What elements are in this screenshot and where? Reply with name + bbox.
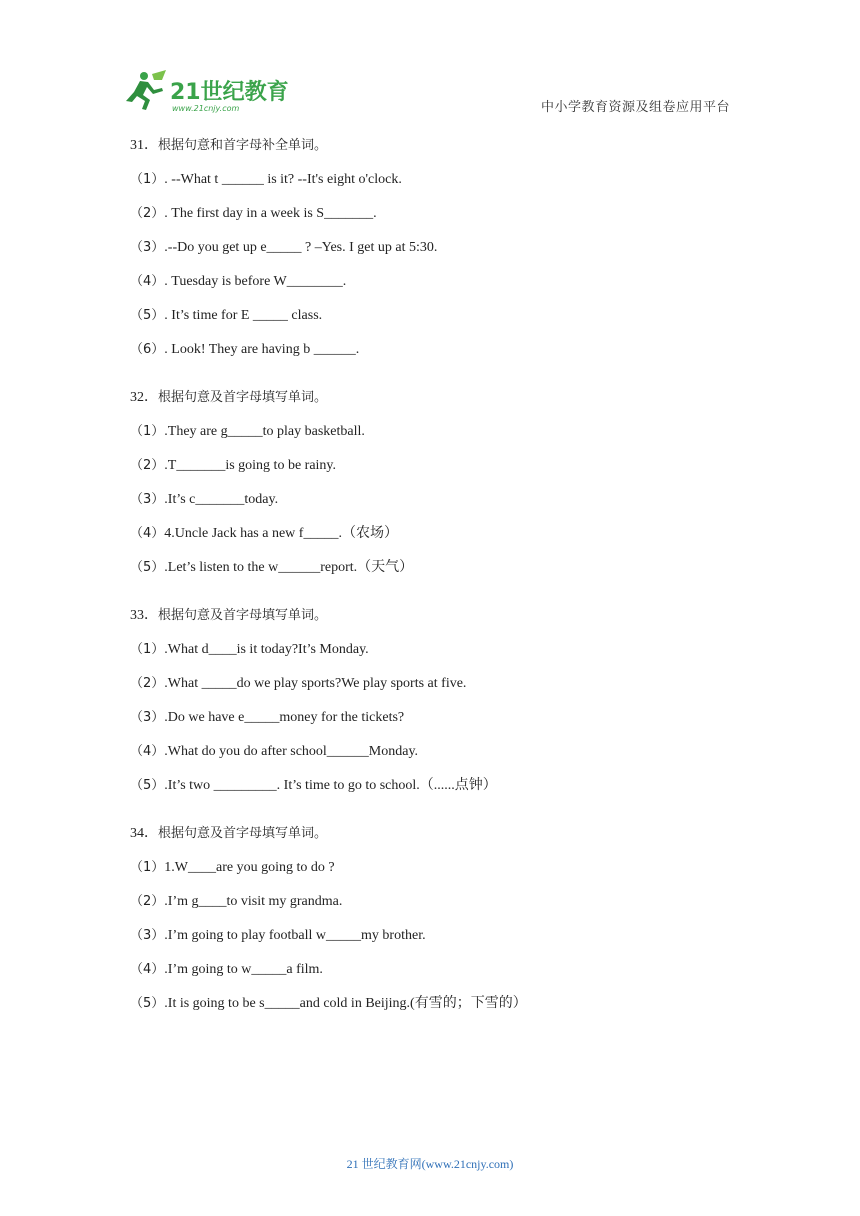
item-index: （2）	[130, 458, 165, 473]
item-text: . Tuesday is before W________.	[164, 274, 347, 289]
item-text: . --What t ______ is it? --It's eight o'clock.	[164, 172, 402, 187]
question-34	[130, 824, 750, 1014]
question-item	[130, 422, 750, 442]
question-number: 34．	[130, 826, 158, 841]
question-item	[130, 892, 750, 912]
item-index: （2）	[130, 894, 165, 909]
site-tagline: 中小学教育资源及组卷应用平台	[540, 100, 730, 115]
footer-link[interactable]: 21 世纪教育网(www.21cnjy.com)	[346, 1157, 514, 1171]
question-item	[130, 524, 750, 544]
item-text: .It is going to be s_____and cold in Beijing.(有雪的；下雪的）	[164, 996, 527, 1011]
question-32	[130, 388, 750, 578]
question-item	[130, 238, 750, 258]
question-item	[130, 456, 750, 476]
question-title	[130, 388, 750, 408]
item-text: .Do we have e_____money for the tickets?	[164, 710, 405, 725]
item-text: 1.W____are you going to do ?	[164, 860, 335, 875]
item-index: （5）	[130, 308, 165, 323]
question-title	[130, 824, 750, 844]
item-index: （4）	[130, 744, 165, 759]
item-text: .I’m going to play football w_____my brother.	[164, 928, 426, 943]
item-index: （1）	[130, 172, 165, 187]
item-index: （2）	[130, 676, 165, 691]
question-item	[130, 708, 750, 728]
item-index: （2）	[130, 206, 165, 221]
question-31	[130, 136, 750, 360]
question-instruction: 根据句意及首字母填写单词。	[158, 608, 328, 623]
question-item	[130, 994, 750, 1014]
item-index: （5）	[130, 560, 165, 575]
item-text: . Look! They are having b ______.	[164, 342, 360, 357]
question-number: 31．	[130, 138, 158, 153]
item-index: （5）	[130, 996, 165, 1011]
question-item	[130, 306, 750, 326]
item-text: 4.Uncle Jack has a new f_____.（农场）	[164, 526, 398, 541]
question-number: 33．	[130, 608, 158, 623]
item-text: . The first day in a week is S_______.	[164, 206, 377, 221]
question-instruction: 根据句意及首字母填写单词。	[158, 390, 328, 405]
item-text: .What d____is it today?It’s Monday.	[164, 642, 369, 657]
item-text: .What _____do we play sports?We play sports at five.	[164, 676, 467, 691]
item-index: （3）	[130, 492, 165, 507]
item-text: .--Do you get up e_____ ? –Yes. I get up at 5:30.	[164, 240, 438, 255]
question-number: 32．	[130, 390, 158, 405]
item-text: .I’m going to w_____a film.	[164, 962, 323, 977]
question-item	[130, 340, 750, 360]
question-title	[130, 136, 750, 156]
item-text: .Let’s listen to the w______report.（天气）	[164, 560, 414, 575]
item-index: （1）	[130, 424, 165, 439]
svg-text:21世纪教育: 21世纪教育	[170, 80, 289, 105]
question-item	[130, 742, 750, 762]
item-text: .I’m g____to visit my grandma.	[164, 894, 343, 909]
item-index: （6）	[130, 342, 165, 357]
svg-text:www.21cnjy.com: www.21cnjy.com	[172, 104, 240, 113]
runner-icon	[126, 70, 166, 110]
question-item	[130, 640, 750, 660]
item-text: .T_______is going to be rainy.	[164, 458, 337, 473]
item-text: .They are g_____to play basketball.	[164, 424, 365, 439]
item-index: （4）	[130, 274, 165, 289]
question-item	[130, 170, 750, 190]
item-index: （3）	[130, 928, 165, 943]
question-item	[130, 960, 750, 980]
page-header	[0, 0, 860, 120]
item-index: （3）	[130, 710, 165, 725]
question-item	[130, 272, 750, 292]
question-item	[130, 674, 750, 694]
question-item	[130, 858, 750, 878]
question-title	[130, 606, 750, 626]
question-instruction: 根据句意和首字母补全单词。	[158, 138, 328, 153]
item-index: （4）	[130, 962, 165, 977]
question-item	[130, 776, 750, 796]
question-item	[130, 926, 750, 946]
item-text: . It’s time for E _____ class.	[164, 308, 323, 323]
item-index: （4）	[130, 526, 165, 541]
item-index: （1）	[130, 860, 165, 875]
item-text: .It’s two _________. It’s time to go to school.（......点钟）	[164, 778, 497, 793]
item-index: （3）	[130, 240, 165, 255]
item-index: （1）	[130, 642, 165, 657]
exercise-content	[130, 136, 750, 1042]
question-item	[130, 558, 750, 578]
item-text: .It’s c_______today.	[164, 492, 279, 507]
site-logo[interactable]	[122, 68, 292, 114]
question-33	[130, 606, 750, 796]
question-item	[130, 204, 750, 224]
item-index: （5）	[130, 778, 165, 793]
question-item	[130, 490, 750, 510]
question-instruction: 根据句意及首字母填写单词。	[158, 826, 328, 841]
item-text: .What do you do after school______Monday.	[164, 744, 419, 759]
